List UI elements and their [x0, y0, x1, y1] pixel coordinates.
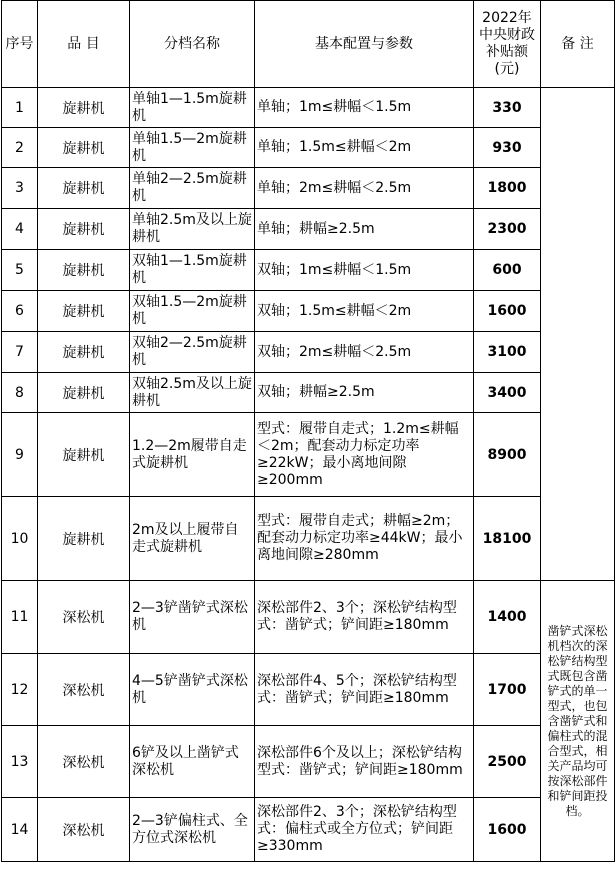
header-config: 基本配置与参数: [255, 1, 474, 88]
cell-spec: 双轴；2m≤耕幅＜2.5m: [255, 332, 474, 373]
cell-tier: 单轴2.5m及以上旋耕机: [130, 209, 255, 250]
table-row: [2, 168, 615, 209]
table-row: [2, 209, 615, 250]
cell-subsidy: 330: [474, 88, 541, 128]
cell-item: 旋耕机: [38, 88, 130, 128]
cell-no: 2: [2, 128, 38, 168]
cell-spec: 双轴；1m≤耕幅＜1.5m: [255, 250, 474, 291]
cell-no: 7: [2, 332, 38, 373]
cell-no: 8: [2, 373, 38, 413]
cell-item: 深松机: [38, 726, 130, 798]
header-no: 序号: [2, 1, 38, 88]
cell-subsidy: 2500: [474, 726, 541, 798]
cell-subsidy: 2300: [474, 209, 541, 250]
cell-spec: 单轴；1.5m≤耕幅＜2m: [255, 128, 474, 168]
cell-item: 旋耕机: [38, 250, 130, 291]
header-item: 品 目: [38, 1, 130, 88]
cell-spec: 深松部件2、3个；深松铲结构型式：偏柱式或全方位式；铲间距≥330mm: [255, 798, 474, 862]
table-row: [2, 250, 615, 291]
cell-spec: 深松部件4、5个；深松铲结构型式：凿铲式；铲间距≥180mm: [255, 654, 474, 726]
cell-tier: 2—3铲凿铲式深松机: [130, 581, 255, 654]
cell-spec: 单轴；1m≤耕幅＜1.5m: [255, 88, 474, 128]
subsidy-table: [1, 0, 615, 862]
header-note: 备 注: [541, 1, 615, 88]
cell-subsidy: 8900: [474, 413, 541, 497]
cell-tier: 单轴2—2.5m旋耕机: [130, 168, 255, 209]
table-row: [2, 413, 615, 497]
cell-subsidy: 3100: [474, 332, 541, 373]
cell-tier: 双轴1—1.5m旋耕机: [130, 250, 255, 291]
cell-tier: 双轴2—2.5m旋耕机: [130, 332, 255, 373]
table-row: [2, 798, 615, 862]
cell-note-empty: [541, 88, 615, 581]
cell-item: 旋耕机: [38, 128, 130, 168]
cell-no: 11: [2, 581, 38, 654]
cell-tier: 单轴1.5—2m旋耕机: [130, 128, 255, 168]
cell-item: 深松机: [38, 798, 130, 862]
cell-spec: 深松部件2、3个；深松铲结构型式：凿铲式；铲间距≥180mm: [255, 581, 474, 654]
cell-no: 14: [2, 798, 38, 862]
table-row: [2, 497, 615, 581]
table-row: [2, 373, 615, 413]
cell-spec: 深松部件6个及以上；深松铲结构型式：凿铲式；铲间距≥180mm: [255, 726, 474, 798]
cell-no: 13: [2, 726, 38, 798]
table-row: [2, 88, 615, 128]
cell-item: 深松机: [38, 581, 130, 654]
cell-item: 旋耕机: [38, 413, 130, 497]
cell-no: 4: [2, 209, 38, 250]
cell-subsidy: 3400: [474, 373, 541, 413]
cell-item: 旋耕机: [38, 209, 130, 250]
cell-subsidy: 1600: [474, 798, 541, 862]
cell-spec: 单轴；耕幅≥2.5m: [255, 209, 474, 250]
cell-tier: 单轴1—1.5m旋耕机: [130, 88, 255, 128]
cell-spec: 双轴；1.5m≤耕幅＜2m: [255, 291, 474, 332]
cell-spec: 双轴；耕幅≥2.5m: [255, 373, 474, 413]
cell-item: 旋耕机: [38, 168, 130, 209]
cell-item: 旋耕机: [38, 291, 130, 332]
table-row: [2, 654, 615, 726]
header-tier-name: 分档名称: [130, 1, 255, 88]
cell-no: 5: [2, 250, 38, 291]
cell-subsidy: 1600: [474, 291, 541, 332]
cell-item: 旋耕机: [38, 497, 130, 581]
cell-tier: 双轴1.5—2m旋耕机: [130, 291, 255, 332]
table-row: [2, 291, 615, 332]
cell-no: 1: [2, 88, 38, 128]
cell-item: 旋耕机: [38, 332, 130, 373]
cell-no: 3: [2, 168, 38, 209]
cell-spec: 单轴；2m≤耕幅＜2.5m: [255, 168, 474, 209]
cell-spec: 型式：履带自走式；耕幅≥2m；配套动力标定功率≥44kW；最小离地间隙≥280mm: [255, 497, 474, 581]
cell-tier: 2—3铲偏柱式、全方位式深松机: [130, 798, 255, 862]
cell-subsidy: 1400: [474, 581, 541, 654]
cell-subsidy: 930: [474, 128, 541, 168]
table-row: [2, 726, 615, 798]
cell-tier: 4—5铲凿铲式深松机: [130, 654, 255, 726]
cell-no: 6: [2, 291, 38, 332]
cell-subsidy: 1700: [474, 654, 541, 726]
header-subsidy: 2022年中央财政补贴额(元): [474, 1, 541, 88]
header-row: [2, 1, 615, 88]
cell-no: 9: [2, 413, 38, 497]
cell-no: 10: [2, 497, 38, 581]
table-row: [2, 128, 615, 168]
cell-tier: 6铲及以上凿铲式深松机: [130, 726, 255, 798]
cell-tier: 2m及以上履带自走式旋耕机: [130, 497, 255, 581]
cell-spec: 型式：履带自走式；1.2m≤耕幅＜2m；配套动力标定功率≥22kW；最小离地间隙≥200mm: [255, 413, 474, 497]
table-row: [2, 332, 615, 373]
cell-subsidy: 600: [474, 250, 541, 291]
cell-subsidy: 1800: [474, 168, 541, 209]
cell-note: 凿铲式深松机档次的深松铲结构型式既包含凿铲式的单一型式，也包含凿铲式和偏柱式的混合型式，相关产品均可按深松部件和铲间距投档。: [541, 581, 615, 862]
cell-item: 旋耕机: [38, 373, 130, 413]
cell-no: 12: [2, 654, 38, 726]
cell-item: 深松机: [38, 654, 130, 726]
cell-tier: 双轴2.5m及以上旋耕机: [130, 373, 255, 413]
cell-tier: 1.2—2m履带自走式旋耕机: [130, 413, 255, 497]
cell-subsidy: 18100: [474, 497, 541, 581]
table-row: [2, 581, 615, 654]
